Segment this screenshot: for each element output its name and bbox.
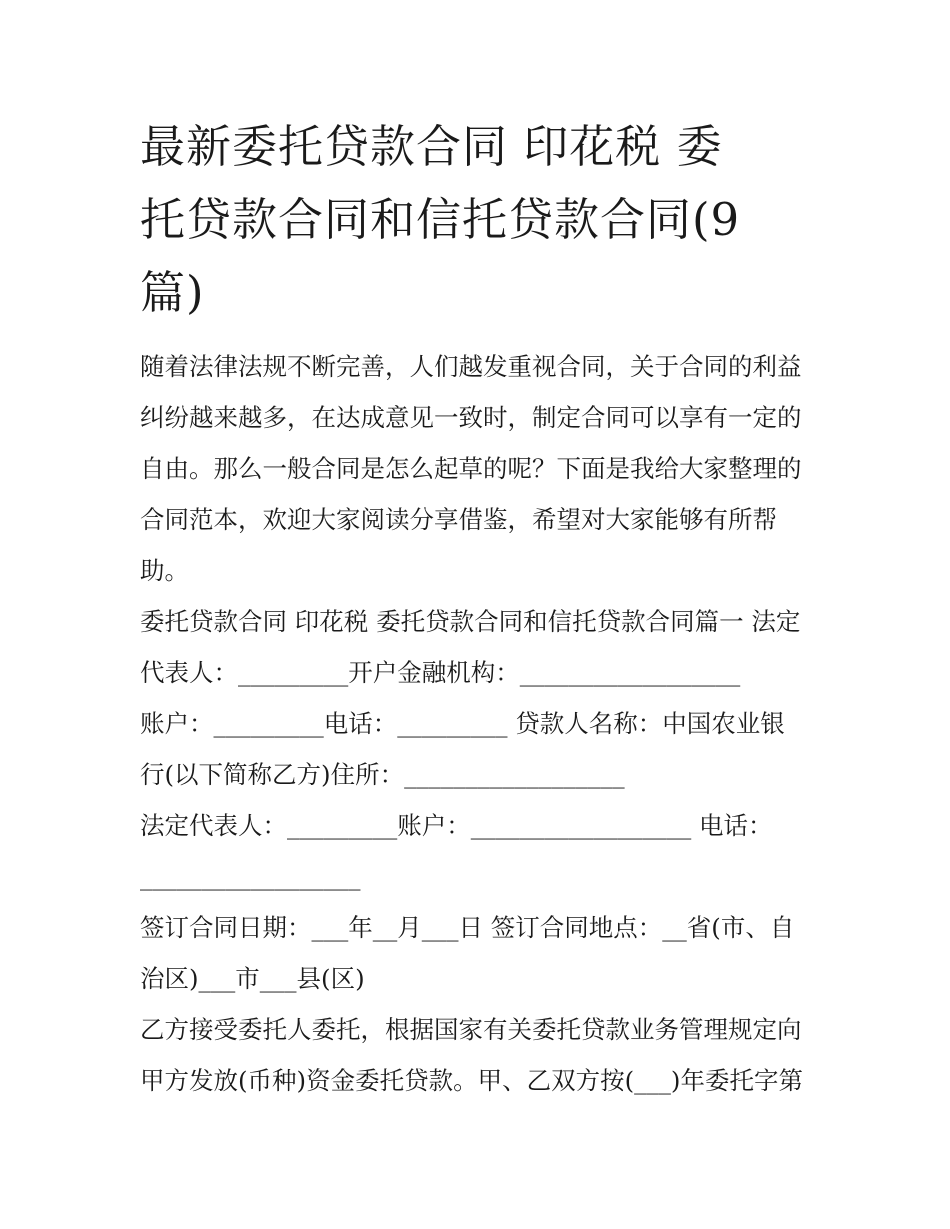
document-title xyxy=(140,110,820,329)
body-line-2: 纠纷越来越多，在达成意见一致时，制定合同可以享有一定的 xyxy=(140,403,802,432)
body-line-11: __________________ xyxy=(140,862,361,891)
document-content xyxy=(140,110,820,1106)
document-body xyxy=(140,341,820,1106)
body-line-15: 甲方发放(币种)资金委托贷款。甲、乙双方按(___)年委托字第 xyxy=(140,1066,803,1095)
body-line-13: 治区)___市___县(区) xyxy=(140,964,365,993)
body-line-7: 代表人：_________开户金融机构：__________________ xyxy=(140,658,741,687)
body-line-9: 行(以下简称乙方)住所：__________________ xyxy=(140,760,625,789)
body-line-12: 签订合同日期：___年__月___日 签订合同地点：__省(市、自 xyxy=(140,913,795,942)
title-line-2: 托贷款合同和信托贷款合同(9 xyxy=(140,193,741,246)
body-line-1: 随着法律法规不断完善，人们越发重视合同，关于合同的利益 xyxy=(140,352,802,381)
body-line-5: 助。 xyxy=(140,556,189,585)
body-line-8: 账户：_________电话：_________ 贷款人名称：中国农业银 xyxy=(140,709,785,738)
body-line-10: 法定代表人：_________账户：__________________ 电话： xyxy=(140,811,773,840)
body-line-3: 自由。那么一般合同是怎么起草的呢？下面是我给大家整理的 xyxy=(140,454,802,483)
body-line-6: 委托贷款合同 印花税 委托贷款合同和信托贷款合同篇一 法定 xyxy=(140,607,801,636)
title-line-3: 篇) xyxy=(140,266,205,319)
body-line-4: 合同范本，欢迎大家阅读分享借鉴，希望对大家能够有所帮 xyxy=(140,505,777,534)
body-line-14: 乙方接受委托人委托，根据国家有关委托贷款业务管理规定向 xyxy=(140,1015,802,1044)
title-line-1: 最新委托贷款合同 印花税 委 xyxy=(140,120,723,173)
